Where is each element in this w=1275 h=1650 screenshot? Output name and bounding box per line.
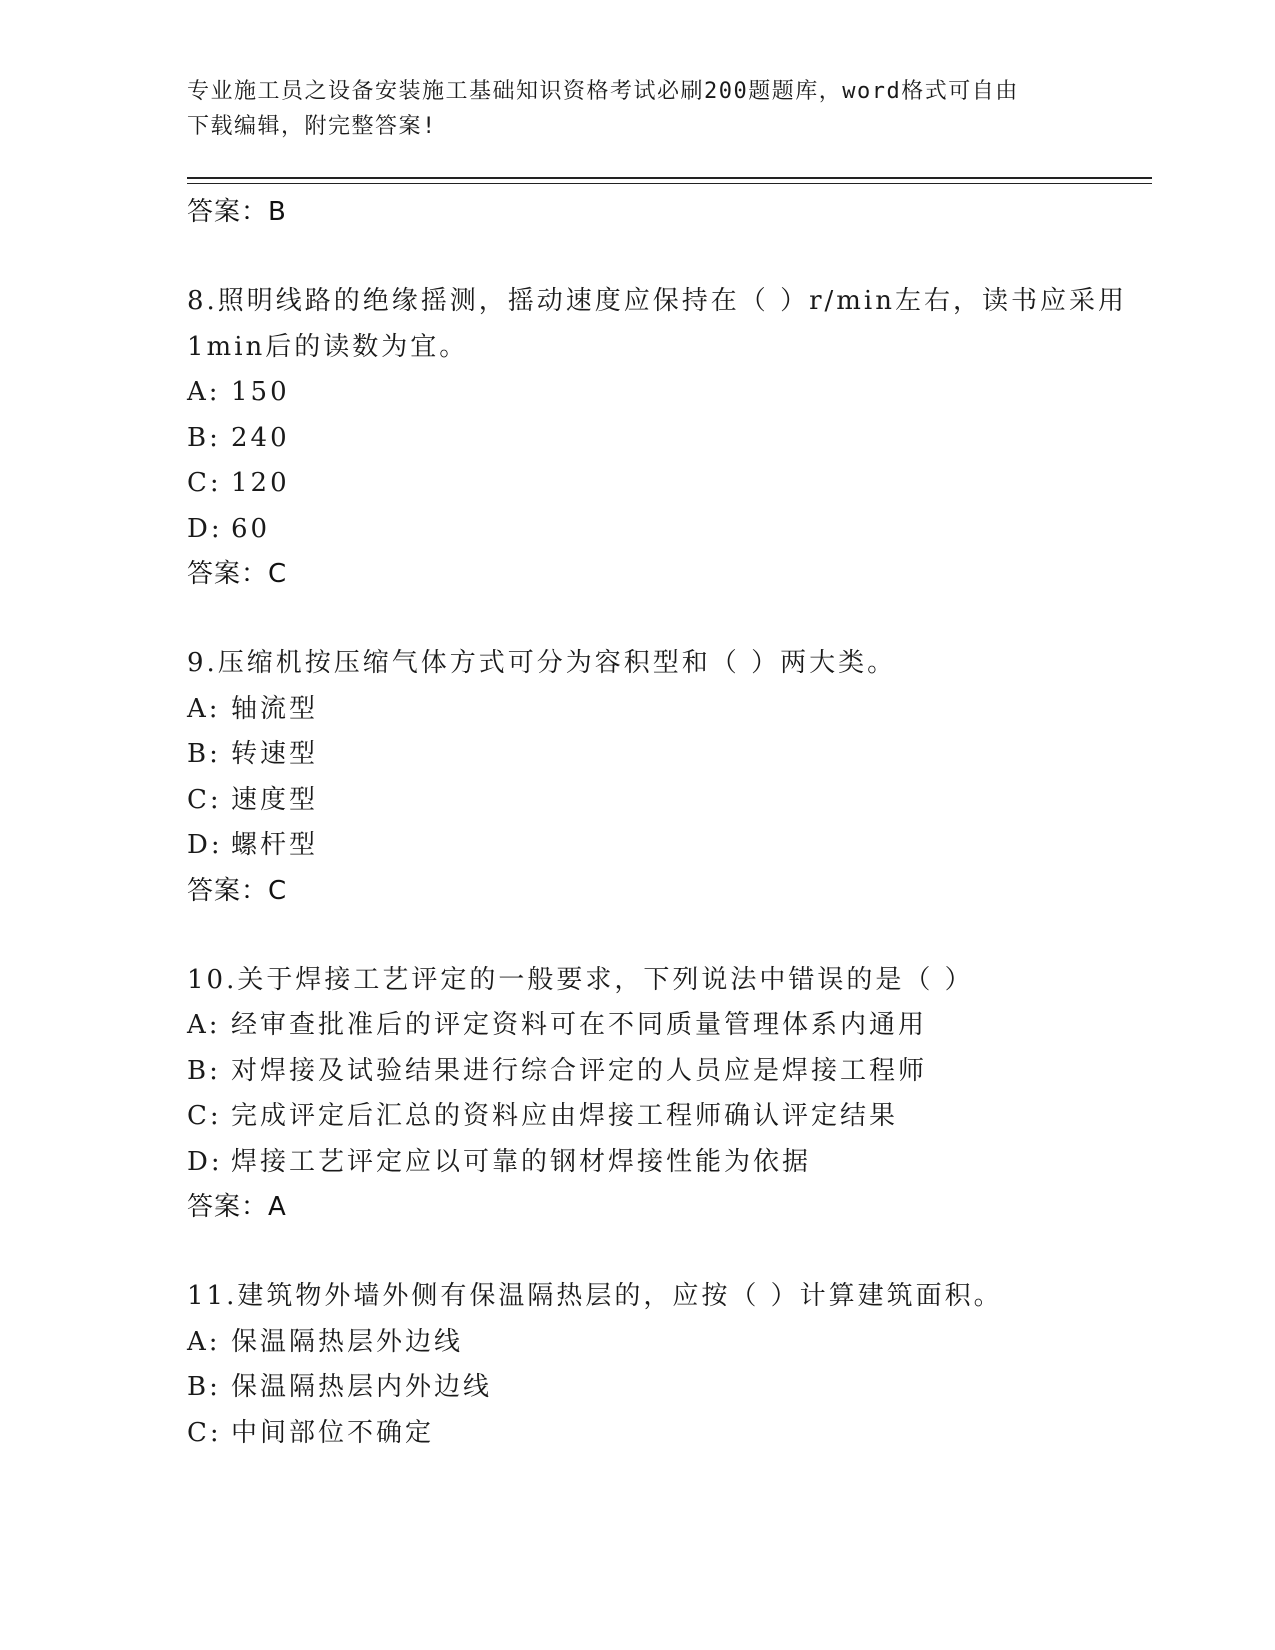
option-key: A: (187, 1326, 221, 1357)
option-key: A: (187, 377, 221, 407)
question-text: 8.照明线路的绝缘摇测，摇动速度应保持在（ ）r/min左右，读书应采用1min后的读数为宜。 (187, 286, 1127, 362)
option-text: 完成评定后汇总的资料应由焊接工程师确认评定结果 (231, 1101, 899, 1131)
option-key: A: (187, 693, 221, 724)
option-text: 150 (231, 377, 290, 407)
option-key: B: (187, 1055, 221, 1086)
option-text: 120 (231, 468, 290, 498)
option-text: 转速型 (231, 739, 319, 769)
question-10 (187, 958, 1147, 1230)
option-key: C: (187, 1101, 222, 1131)
option-b (187, 732, 1147, 778)
option-text: 经审查批准后的评定资料可在不同质量管理体系内通用 (231, 1010, 928, 1040)
option-key: D: (187, 1146, 223, 1177)
question-text: 10.关于焊接工艺评定的一般要求，下列说法中错误的是（ ） (187, 964, 974, 995)
question-9 (187, 641, 1147, 913)
option-text: 焊接工艺评定应以可靠的钢材焊接性能为依据 (231, 1146, 812, 1177)
option-key: A: (187, 1010, 221, 1040)
option-a (187, 1003, 1147, 1049)
question-11 (187, 1274, 1147, 1456)
option-b (187, 416, 1147, 462)
question-8 (187, 279, 1147, 596)
option-key: D: (187, 830, 223, 860)
option-key: C: (187, 1417, 222, 1448)
answer-label: 答案：C (187, 875, 288, 906)
option-c (187, 1094, 1147, 1140)
option-text: 中间部位不确定 (231, 1417, 435, 1448)
page-header (187, 74, 1087, 144)
option-key: C: (187, 784, 222, 815)
header-divider-thin (187, 183, 1152, 184)
question-text: 9.压缩机按压缩气体方式可分为容积型和（ ）两大类。 (187, 648, 897, 678)
answer-label: 答案：A (187, 1192, 287, 1222)
option-c (187, 1411, 1147, 1457)
option-text: 240 (231, 422, 290, 453)
option-text: 60 (231, 513, 271, 544)
header-divider-thick (187, 177, 1152, 179)
option-text: 保温隔热层内外边线 (231, 1372, 493, 1402)
header-line-2: 下载编辑，附完整答案! (187, 114, 437, 139)
option-d (187, 823, 1147, 869)
option-d (187, 507, 1147, 553)
option-c (187, 778, 1147, 824)
option-key: C: (187, 468, 222, 498)
option-c (187, 461, 1147, 507)
option-text: 轴流型 (231, 693, 319, 724)
option-a (187, 1320, 1147, 1366)
option-text: 速度型 (231, 784, 319, 815)
header-line-1: 专业施工员之设备安装施工基础知识资格考试必刷200题题库，word格式可自由 (187, 79, 1019, 104)
answer-label: 答案：C (187, 559, 288, 589)
option-key: B: (187, 739, 221, 769)
question-text: 11.建筑物外墙外侧有保温隔热层的，应按（ ）计算建筑面积。 (187, 1281, 1003, 1311)
option-key: B: (187, 1372, 221, 1402)
option-key: D: (187, 513, 223, 544)
option-a (187, 370, 1147, 416)
question-list (187, 190, 1147, 1501)
option-text: 保温隔热层外边线 (231, 1326, 464, 1357)
option-a (187, 687, 1147, 733)
option-b (187, 1365, 1147, 1411)
option-text: 对焊接及试验结果进行综合评定的人员应是焊接工程师 (231, 1055, 928, 1086)
option-key: B: (187, 422, 221, 453)
previous-answer: 答案：B (187, 197, 287, 227)
option-b (187, 1049, 1147, 1095)
option-text: 螺杆型 (231, 830, 319, 860)
option-d (187, 1140, 1147, 1186)
